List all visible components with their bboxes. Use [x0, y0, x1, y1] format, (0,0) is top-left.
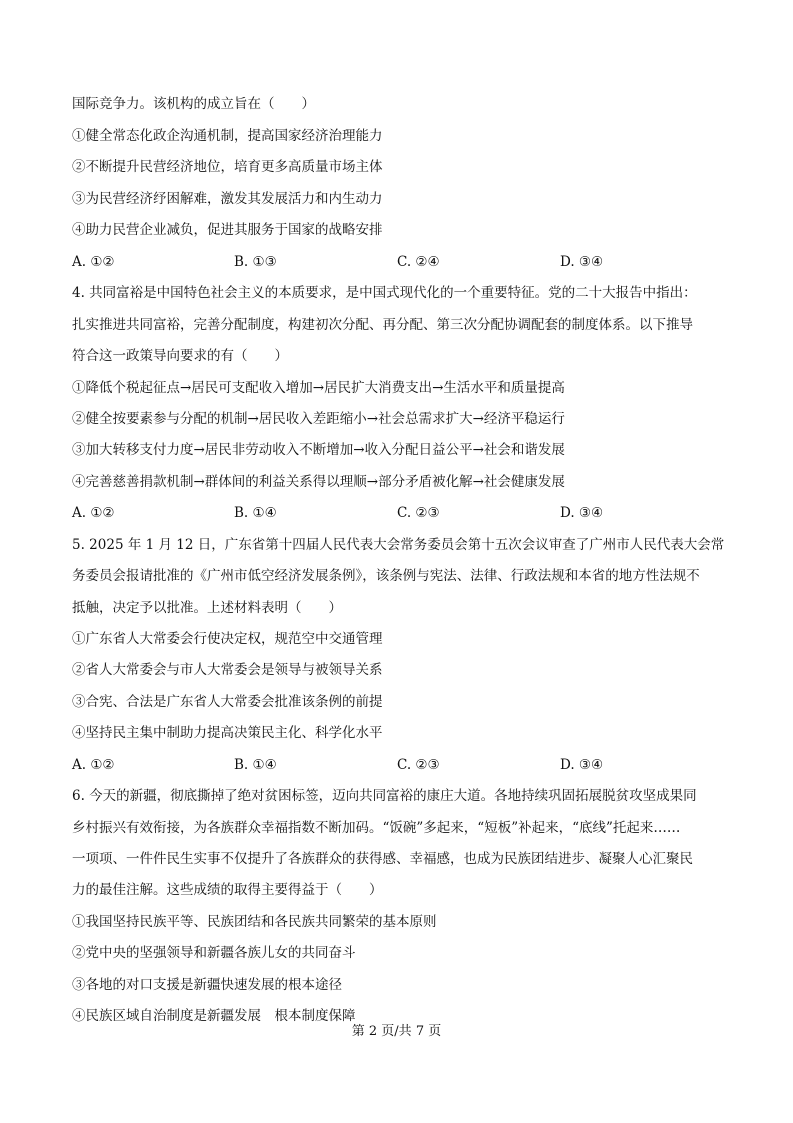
q3-statement-1: ①健全常态化政企沟通机制，提高国家经济治理能力 — [72, 128, 383, 144]
q6-statement-4: ④民族区域自治制度是新疆发展 根本制度保障 — [72, 1008, 356, 1024]
q5-option-b[interactable]: B. ①④ — [234, 757, 277, 773]
q3-statement-2: ②不断提升民营经济地位，培育更多高质量市场主体 — [72, 159, 383, 175]
q4-option-a[interactable]: A. ①② — [72, 505, 115, 521]
q4-stem-line-1: 4. 共同富裕是中国特色社会主义的本质要求，是中国式现代化的一个重要特征。党的二十大报告中指出： — [72, 285, 697, 301]
q4-stem-line-3: 符合这一政策导向要求的有（ ） — [72, 348, 288, 364]
q4-stem-line-2: 扎实推进共同富裕，完善分配制度，构建初次分配、再分配、第三次分配协调配套的制度体系。以下推导 — [72, 317, 693, 333]
q4-options — [72, 504, 732, 522]
q3-option-a[interactable]: A. ①② — [72, 254, 115, 270]
q4-statement-3: ③加大转移支付力度→居民非劳动收入不断增加→收入分配日益公平→社会和谐发展 — [72, 442, 565, 458]
q5-options — [72, 756, 732, 774]
q6-stem-line-3: 一项项、一件件民生实事不仅提升了各族群众的获得感、幸福感，也成为民族团结进步、凝聚人心汇聚民 — [72, 851, 693, 867]
q6-stem-line-1: 6. 今天的新疆，彻底撕掉了绝对贫困标签，迈向共同富裕的康庄大道。各地持续巩固拓展脱贫攻坚成果同 — [72, 788, 697, 804]
q3-stem-tail: 国际竞争力。该机构的成立旨在（ ） — [72, 96, 315, 112]
q6-stem-line-4: 力的最佳注解。这些成绩的取得主要得益于（ ） — [72, 882, 383, 898]
q6-statement-3: ③各地的对口支援是新疆快速发展的根本途径 — [72, 977, 342, 993]
q4-option-c[interactable]: C. ②③ — [397, 505, 440, 521]
q5-statement-2: ②省人大常委会与市人大常委会是领导与被领导关系 — [72, 662, 383, 678]
q5-stem-line-3: 抵触，决定予以批准。上述材料表明（ ） — [72, 600, 342, 616]
q3-option-c[interactable]: C. ②④ — [397, 254, 440, 270]
q6-statement-2: ②党中央的坚强领导和新疆各族儿女的共同奋斗 — [72, 945, 356, 961]
q5-stem-line-2: 务委员会报请批准的《广州市低空经济发展条例》，该条例与宪法、法律、行政法规和本省的地方性法规不 — [72, 568, 700, 584]
q5-statement-1: ①广东省人大常委会行使决定权，规范空中交通管理 — [72, 631, 383, 647]
q3-statement-4: ④助力民营企业减负，促进其服务于国家的战略安排 — [72, 222, 383, 238]
q3-statement-3: ③为民营经济纾困解难，激发其发展活力和内生动力 — [72, 191, 383, 207]
q4-option-d[interactable]: D. ③④ — [560, 505, 604, 521]
q3-options — [72, 253, 732, 271]
q3-option-b[interactable]: B. ①③ — [234, 254, 277, 270]
q5-stem-line-1: 5. 2025 年 1 月 12 日，广东省第十四届人民代表大会常务委员会第十五次会议审查了广州市人民代表大会常 — [72, 537, 725, 553]
q4-statement-4: ④完善慈善捐款机制→群体间的利益关系得以理顺→部分矛盾被化解→社会健康发展 — [72, 474, 565, 490]
q3-option-d[interactable]: D. ③④ — [560, 254, 604, 270]
q5-option-c[interactable]: C. ②③ — [397, 757, 440, 773]
q5-option-d[interactable]: D. ③④ — [560, 757, 604, 773]
q5-statement-3: ③合宪、合法是广东省人大常委会批准该条例的前提 — [72, 694, 383, 710]
q6-stem-line-2: 乡村振兴有效衔接，为各族群众幸福指数不断加码。“饭碗”多起来，“短板”补起来，“底线”托起来…… — [72, 820, 681, 836]
page-footer: 第 2 页/共 7 页 — [351, 1024, 442, 1039]
q5-statement-4: ④坚持民主集中制助力提高决策民主化、科学化水平 — [72, 725, 383, 741]
q4-option-b[interactable]: B. ①④ — [234, 505, 277, 521]
q6-statement-1: ①我国坚持民族平等、民族团结和各民族共同繁荣的基本原则 — [72, 914, 437, 930]
q5-option-a[interactable]: A. ①② — [72, 757, 115, 773]
q4-statement-1: ①降低个税起征点→居民可支配收入增加→居民扩大消费支出→生活水平和质量提高 — [72, 380, 565, 396]
q4-statement-2: ②健全按要素参与分配的机制→居民收入差距缩小→社会总需求扩大→经济平稳运行 — [72, 411, 565, 427]
